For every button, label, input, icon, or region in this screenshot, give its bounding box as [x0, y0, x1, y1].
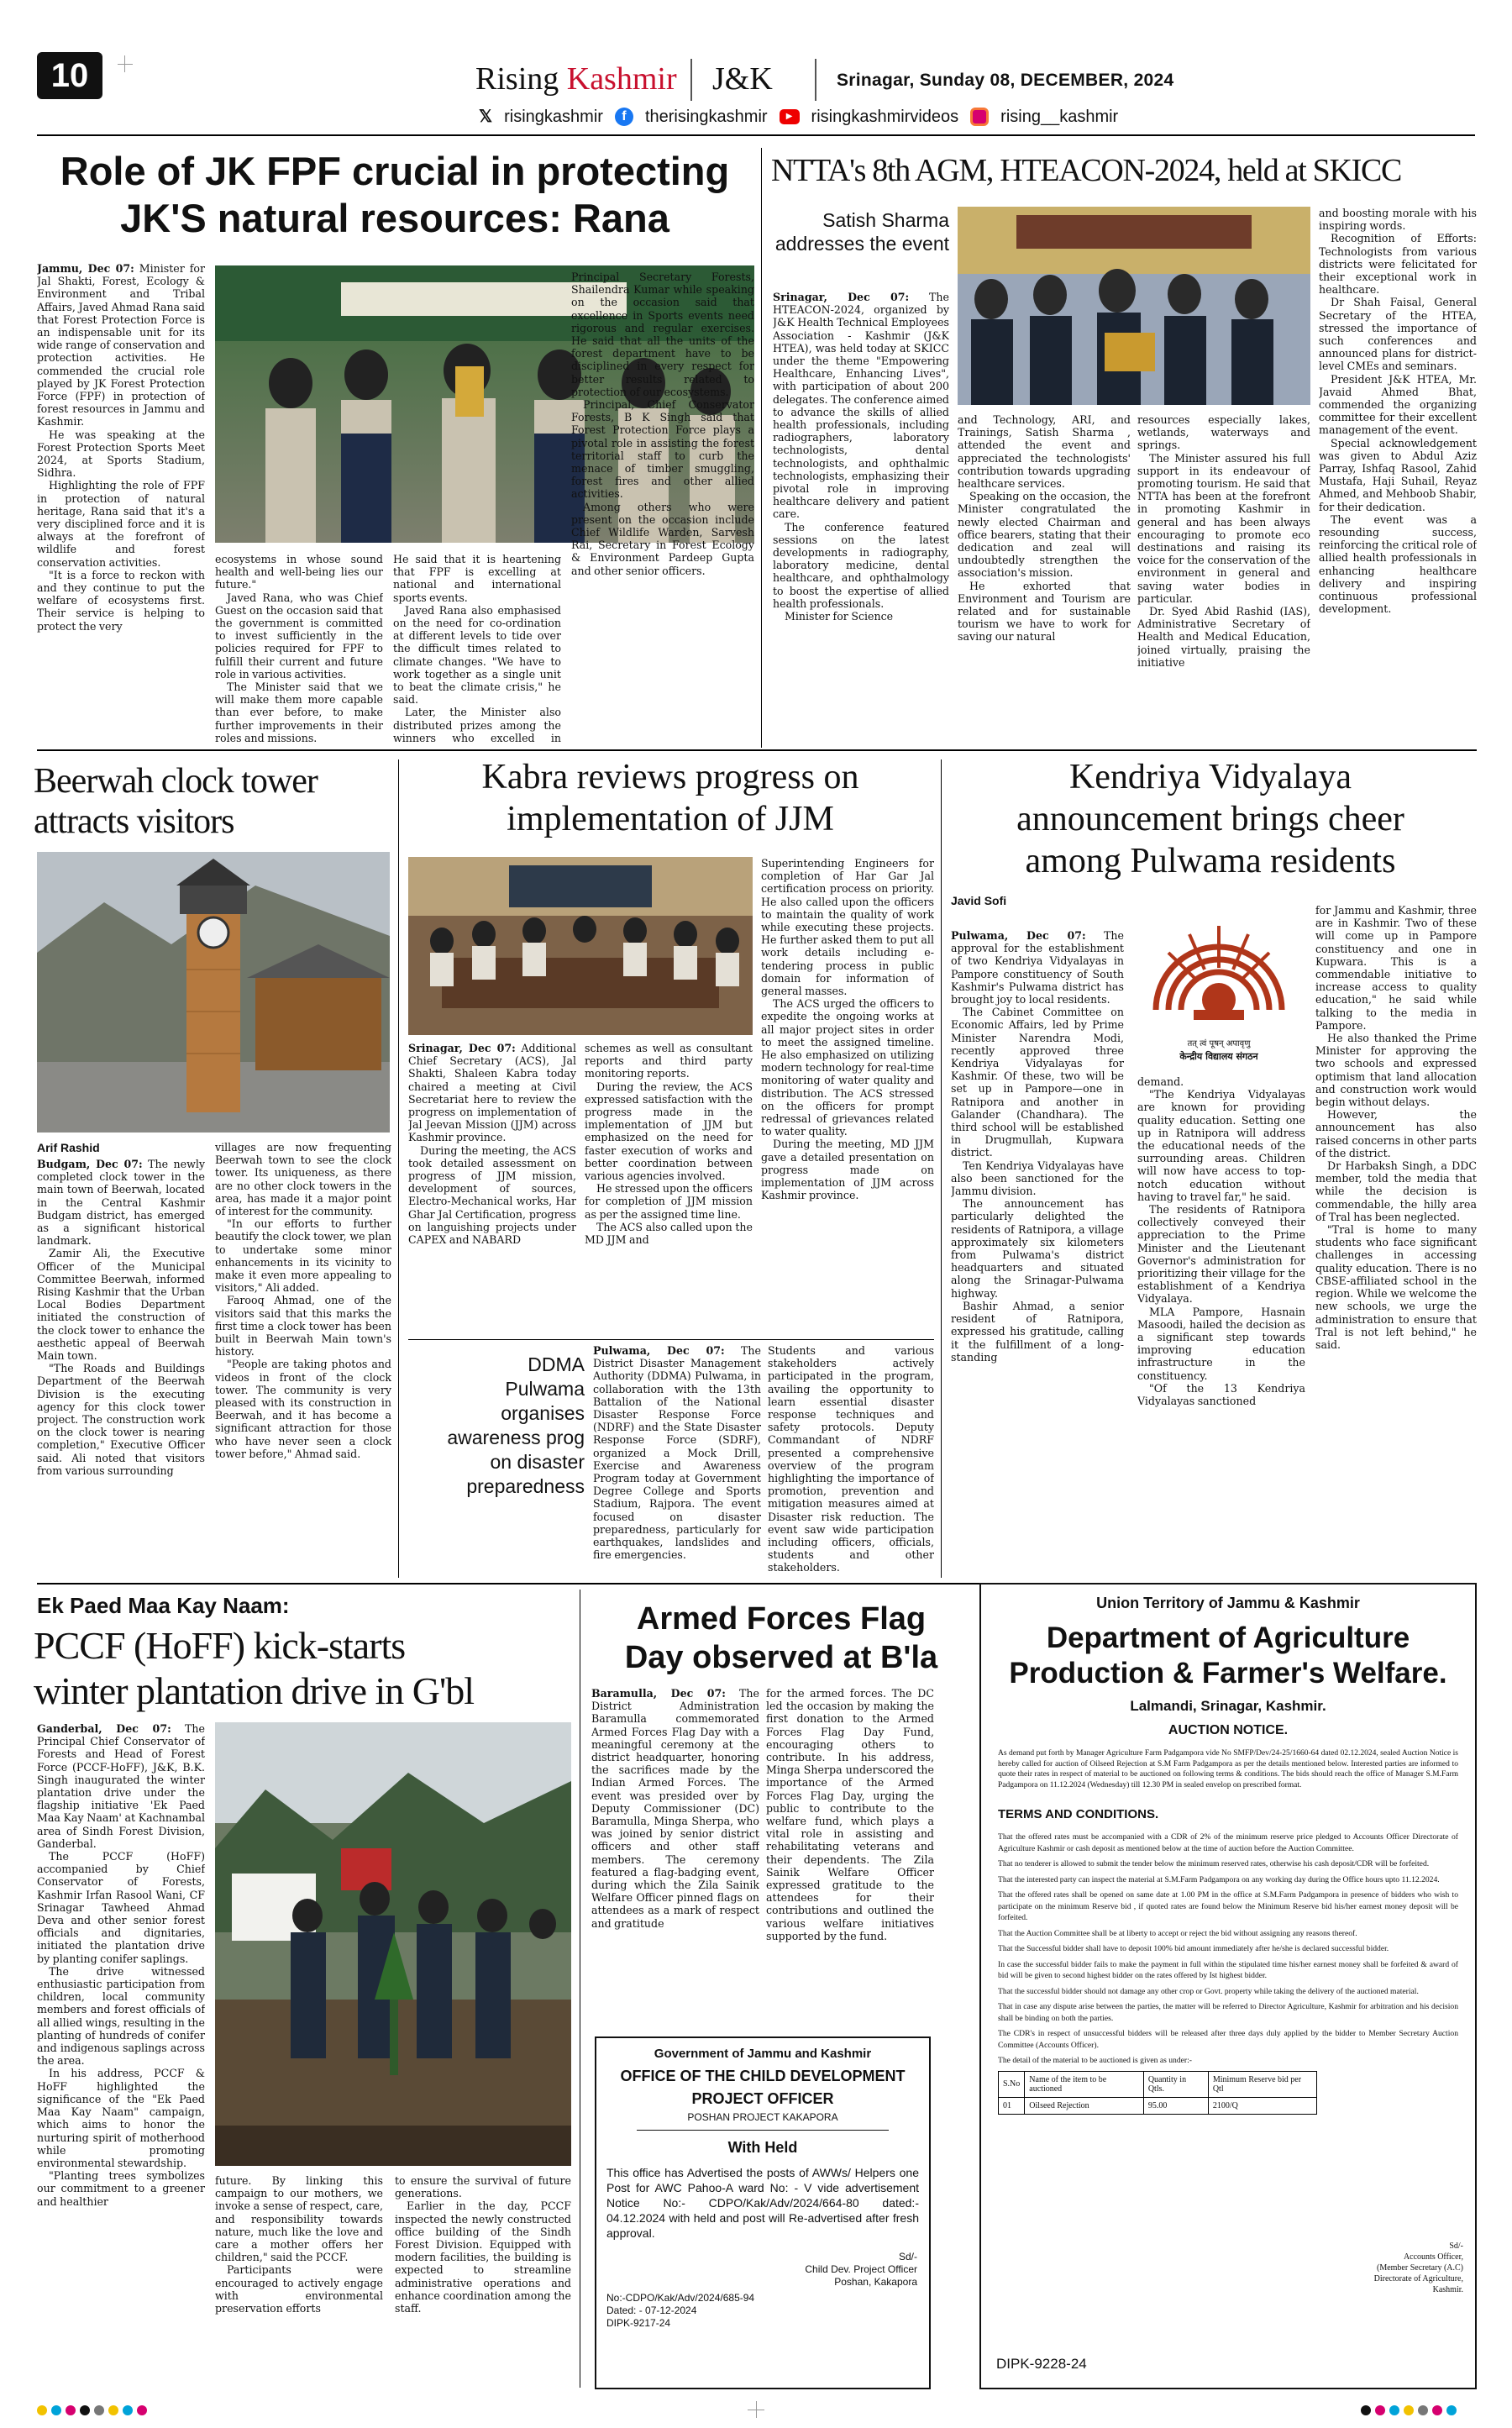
agri-term: That the Successful bidder shall have to deposit 100% bid amount immediately after he/she is declared successful bidder.	[998, 1944, 1389, 1953]
agri-term: That the offered rates must be accompanied with a CDR of 2% of the minimum reserve price pledged to Accounts Officer Directorate of Agriculture Kashmir or cash deposit as mentioned below at the time of auction before the Auction Committee.	[998, 1832, 1458, 1853]
brand-kashmir: Kashmir	[566, 61, 677, 97]
ntta-subhead: Satish Sharma addresses the event	[774, 209, 949, 255]
pccf-photo	[215, 1722, 571, 2166]
table-header: Name of the item to be auctioned	[1025, 2071, 1144, 2097]
divider-rule	[408, 1339, 934, 1340]
cdpo-govt: Government of Jammu and Kashmir	[654, 2047, 872, 2061]
ntta-photo	[958, 207, 1310, 405]
agri-term: That the Auction Committee shall be at liberty to accept or reject the bid without assigning any reasons thereof.	[998, 1928, 1357, 1938]
masthead-divider	[815, 59, 816, 101]
social-handle: rising__kashmir	[1000, 108, 1119, 126]
crop-mark	[118, 64, 133, 65]
agri-term: That the offered rates shall be opened on same date at 1.00 PM in the office at S.M.Farm Padgampora in presence of bidders who wish to participate on the minimum Reserve bid , if quoted rates are found below the Minimum Reserve bid his/her earnest money deposit will be forfeited.	[998, 1890, 1458, 1922]
pccf-headline: PCCF (HoFF) kick-starts winter plantation drive in G'bl	[34, 1624, 475, 1712]
masthead-brand	[475, 60, 677, 97]
fpf-headline: Role of JK FPF crucial in protecting JK'S natural resources: Rana	[60, 149, 730, 240]
table-cell: 2100/Q	[1208, 2097, 1316, 2114]
brand-rising: Rising	[475, 61, 559, 97]
date-line: Srinagar, Sunday 08, DECEMBER, 2024	[837, 71, 1174, 90]
kabra-headline: Kabra reviews progress on implementation of JJM	[481, 758, 859, 838]
facebook-icon: f	[615, 108, 633, 126]
agri-ut: Union Territory of Jammu & Kashmir	[1096, 1595, 1360, 1611]
table-cell: 01	[999, 2097, 1025, 2114]
ntta-column-3: resources especially lakes, wetlands, waterways and springs. The Minister assured his full support in its endeavour of promoting tourism. He said that NTTA has been at the forefront in promoting Kashmir in general and has been always encouraging to promote eco destinations and raising its voice for the conservation of the environment in general and saving water bodies in particular. Dr. Syed Abid Rashid (IAS), Administrative Secretary of Health and Medical Education, joined virtually, praising the initiative	[1137, 413, 1310, 669]
kv-logo-text: केन्द्रीय विद्यालय संगठन	[1179, 1051, 1258, 1062]
kabra-column-3: Superintending Engineers for completion of Har Gar Jal certification process on priority. He also called upon the officers to maintain the quality of work while executing these projects. He further asked them to put all work details including e-tendering process in public domain for information of general masses. The ACS urged the officers to expedite the ongoing works at all major project sites in order to meet the assigned timeline. He also emphasized on utilizing modern technology for real-time monitoring of water quality and distribution. The ACS stressed on the officers for prompt redressal of grievances related to water quality. During the meeting, MD JJM gave a detailed presentation on progress made on implementation of JJM across Kashmir province.	[761, 857, 934, 1202]
agri-terms-title: TERMS AND CONDITIONS.	[998, 1807, 1159, 1821]
social-handle: risingkashmir	[504, 108, 603, 126]
section-name: J&K	[712, 61, 773, 97]
print-color-bar-right	[1361, 2403, 1461, 2419]
cdpo-divider	[637, 2130, 889, 2131]
fpf-column-3: He said that it is heartening that FPF is excelling at national and international sports events. Javed Rana also emphasised on the need for co-ordination at different levels to tide over the difficult times related to climate changes. "We have to work together as a single unit to beat the climate crisis," he said. Later, the Minister also distributed prizes among the winners who excelled in	[393, 553, 561, 744]
social-handle: therisingkashmir	[644, 108, 768, 126]
fpf-column-2: ecosystems in whose sound health and well-being lies our future." Javed Rana, who was Chief Guest on the occasion said that the government is committed to invest sufficiently in the policies required for FPF to fulfill their current and future role in various activities. The Minister said that we will make them more capable than ever before, to make further improvements in their roles and missions.	[215, 553, 383, 744]
agri-auction-ad	[979, 1583, 1477, 2389]
x-icon: 𝕏	[479, 108, 493, 126]
pccf-column-3: to ensure the survival of future generations. Earlier in the day, PCCF inspected the newly constructed office building of the Sindh Forest Division. Equipped with modern facilities, the building is expected to streamline administrative operations and enhance coordination among the staff.	[395, 2174, 571, 2315]
youtube-icon: ▶	[780, 109, 800, 124]
section-rule	[37, 1583, 979, 1585]
cdpo-office-2: PROJECT OFFICER	[691, 2090, 834, 2107]
table-header: S.No	[999, 2071, 1025, 2097]
social-bar	[479, 106, 1118, 128]
flag-headline: Armed Forces Flag Day observed at B'la	[624, 1601, 938, 1675]
beerwah-byline: Arif Rashid	[37, 1141, 100, 1154]
beerwah-column-1: Budgam, Dec 07: The newly completed clock tower in the main town of Beerwah, located in the Central Kashmir Budgam district, has emerged as a significant historical landmark. Zamir Ali, the Executive Officer of the Municipal Committee Beerwah, informed Rising Kashmir that the Urban Local Bodies Department initiated the construction of the clock tower to enhance the aesthetic appeal of Beerwah Main town. "The Roads and Buildings Department of the Beerwah Division is the executing agency for this clock tower project. The construction work on the clock tower is nearing completion," Executive Officer said. Ali noted that visitors from various surrounding	[37, 1158, 205, 1477]
kabra-photo	[408, 857, 753, 1035]
kv-column-3: for Jammu and Kashmir, three are in Kashmir. Two of these will come up in Pampore constituency and one in Kupwara. This is a commendable initiative to increase access to quality education," he said while talking to the media in Pampore. He also thanked the Prime Minister for approving the two schools and expressed optimism that land allocation and construction work would begin without delays. However, the announcement has also raised concerns in other parts of the district. Dr Harbaksh Singh, a DDC member, told the media that while the decision is commendable, the hilly area of Tral has been neglected. "Tral is home to many students who face significant challenges in accessing quality education. There is no CBSE-affiliated school in the region. While we welcome the new schools, we urge the administration to ensure that Tral is not left behind," he said.	[1315, 904, 1477, 1351]
agri-term: In case the successful bidder fails to make the payment in full within the stipulated time his/her earnest money shall be forfeited & award of bid will be given to second highest bidder on the rates offered by Ist highest bidder.	[998, 1959, 1458, 1980]
ntta-column-2: and Technology, ARI, and Trainings, Satish Sharma , attended the event and appreciated the technologists' contribution towards upgrading healthcare services. Speaking on the occasion, the Minister congratulated the newly elected Chairman and office bearers, stating that their dedication and zeal will undoubtedly strengthen the association's mission. He exhorted that Environment and Tourism are related and for sustainable tourism we have to work for saving our natural	[958, 413, 1131, 644]
kabra-column-2: schemes as well as consultant reports and third party monitoring reports. During the review, the ACS expressed satisfaction with the progress made in the implementation of JJM but emphasized on the need for faster execution of works and better coordination between various agencies involved. He stressed upon the officers for completion of JJM mission as per the assigned time line. The ACS also called upon the MD JJM and	[585, 1042, 753, 1247]
ddma-headline: DDMA Pulwama organises awareness prog on disaster preparedness	[447, 1353, 585, 1497]
beerwah-photo	[37, 852, 390, 1133]
cdpo-office: OFFICE OF THE CHILD DEVELOPMENT	[620, 2068, 906, 2084]
kv-logo-motto: तत् त्वं पूषन् अपावृणु	[1187, 1039, 1251, 1048]
instagram-icon	[970, 108, 989, 126]
kv-column-1: Pulwama, Dec 07: The approval for the establishment of two Kendriya Vidyalayas in Pampore constituency of South Kashmir's Pulwama district has brought joy to local residents. The Cabinet Committee on Economic Affairs, led by Prime Minister Narendra Modi, recently approved three Kendriya Vidyalayas for Kashmir. Of these, two will be set up in Pampore—one in Ratnipora and another in Galander (Chandhara). The third school will be established in Drugmullah, Kupwara district. Ten Kendriya Vidyalayas have also been sanctioned for the Jammu division. The announcement has particularly delighted the residents of Ratnipora, a village approximately six kilometers from Pulwama's district headquarters and situated along the Srinagar-Pulwama highway. Bashir Ahmad, a senior resident of Ratnipora, expressed his gratitude, calling it the fulfillment of a long-standing	[951, 929, 1124, 1364]
pccf-kicker: Ek Paed Maa Kay Naam:	[37, 1593, 290, 1618]
kv-logo	[1131, 909, 1307, 1069]
agri-place: Lalmandi, Srinagar, Kashmir.	[1130, 1698, 1326, 1714]
kabra-column-1: Srinagar, Dec 07: Additional Chief Secretary (ACS), Jal Shakti, Shaleen Kabra today chaired a meeting at Civil Secretariat here to review the progress on implementation of Jal Jeevan Mission (JJM) across Kashmir province. During the meeting, the ACS took detailed assessment on progress of JJM mission, development of sources, Electro-Mechanical works, Har Ghar Jal Certification, progress on languishing projects under CAPEX and NABARD	[408, 1042, 576, 1247]
kv-headline: Kendriya Vidyalaya announcement brings cheer among Pulwama residents	[1016, 758, 1404, 880]
agri-notice: AUCTION NOTICE.	[1168, 1723, 1289, 1737]
cdpo-ref: No:-CDPO/Kak/Adv/2024/685-94 Dated: - 07-12-2024 DIPK-9217-24	[606, 2292, 755, 2329]
ntta-headline: NTTA's 8th AGM, HTEACON-2024, held at SKICC	[771, 153, 1402, 188]
kv-byline: Javid Sofi	[951, 894, 1007, 907]
column-rule	[941, 759, 942, 1578]
table-header: Quantity in Qtls.	[1143, 2071, 1208, 2097]
agri-term: The CDR's in respect of unsuccessful bidders will be released after three days duly applied by the bidder to Member Secretary Auction Committee (Accounts Officer).	[998, 2029, 1458, 2050]
flag-column-2: for the armed forces. The DC led the occasion by making the first donation to the Armed Forces Flag Day Fund, encouraging others to contribute. In his address, Minga Sherpa underscored the importance of the Armed Forces Flag Day, urging the public to contribute to the welfare fund, which plays a vital role in assisting and rehabilitating veterans and their dependents. The Zila Sainik Welfare Officer expressed gratitude to the attendees for their contributions and outlined the various welfare initiatives supported by the fund.	[766, 1687, 934, 1942]
pccf-column-1: Ganderbal, Dec 07: The Principal Chief Conservator of Forests and Head of Forest Force (PCCF-HoFF), J&K, B.K. Singh inaugurated the winter plantation drive under the flagship initiative 'Ek Paed Maa Kay Naam' at Kachnambal area of Sindh Forest Division, Ganderbal. The PCCF (HoFF) accompanied by Chief Conservator of Forests, Kashmir Irfan Rasool Wani, CF Srinagar Tawheed Ahmad Deva and other senior forest officials and dignitaries, initiated the plantation drive by planting conifer saplings. The drive witnessed enthusiastic participation from children, local community members and forest officials of all allied wings, resulting in the planting of hundreds of conifer and indigenous saplings across the area. In his address, PCCF & HoFF highlighted the significance of the "Ek Paed Maa Kay Naam" campaign, which aims to honor the nurturing spirit of motherhood while promoting environmental stewardship. "Planting trees symbolizes our commitment to a greener and healthier	[37, 1722, 205, 2208]
agri-term: That no tenderer is allowed to submit the tender below the minimum reserved rates, otherwise his cash deposit/CDR will be forfeited.	[998, 1859, 1430, 1868]
cdpo-sign: Sd/- Child Dev. Project Officer Poshan, Kakapora	[805, 2251, 917, 2288]
agri-title: Department of Agriculture Production & Farmer's Welfare.	[1009, 1621, 1447, 1690]
ntta-column-4: and boosting morale with his inspiring words. Recognition of Efforts: Technologists from various districts were felicitated for their exceptional work in healthcare. Dr Shah Faisal, General Secretary of the HTEA, stressed the importance of such conferences and announced plans for district-level CMEs and seminars. President J&K HTEA, Mr. Javaid Ahmed Bhat, commended the organizing committee for their excellent management of the event. Special acknowledgement was given to Abdul Aziz Parray, Ishfaq Rasool, Zahid Mustafa, Haji Suhail, Reyaz Ahmed, and Mehboob Shabir, for their dedication. The event was a resounding success, reinforcing the critical role of allied health professionals in enhancing healthcare delivery and inspiring continuous professional development.	[1319, 207, 1477, 616]
agri-term: That the interested party can inspect the material at S.M.Farm Padgampora on any working day during the Office hours upto 11.12.2024.	[998, 1874, 1440, 1884]
ntta-column-1: Srinagar, Dec 07: The HTEACON-2024, organized by J&K Health Technical Employees Association - Kashmir (J&K HTEA), was held today at SKICC under the theme "Empowering Healthcare, Enhancing Lives", with participation of about 200 delegates. The conference aimed to advance the skills of allied health professionals, including radiographers, laboratory technologists, dental technologists, and ophthalmic technologists, emphasizing their pivotal role in improving healthcare delivery and patient care. The conference featured sessions on the latest developments in radiography, laboratory medicine, dental healthcare, and ophthalmology to boost the expertise of allied health professionals. Minister for Science	[773, 291, 949, 623]
ddma-column-2: Students and various stakeholders actively participated in the program, availing the opportunity to learn essential disaster response techniques and safety protocols. Deputy Commandant of NDRF presented a comprehensive overview of the program highlighting the importance of promotion, prevention and mitigation measures aimed at Disaster risk reduction. The event saw wide participation including officers, officials, students and other stakeholders.	[768, 1344, 934, 1574]
agri-term: The detail of the material to be auctioned is given as under:-	[998, 2056, 1192, 2065]
beerwah-headline: Beerwah clock tower attracts visitors	[34, 762, 318, 841]
social-handle: risingkashmirvideos	[811, 108, 959, 126]
column-rule	[398, 759, 399, 1578]
table-row	[999, 2097, 1317, 2114]
fpf-column-4: Principal Secretary Forests, Shailendra Kumar while speaking on the occasion said that excellence in Sports events need rigorous and regular exercises. He said that all the units of the forest department have to be disciplined in every respect for better results related to protection of our ecosystems. Principal, Chief Conservator Forests, B K Singh said that Forest Protection Force plays a pivotal role in assisting the forest territorial staff to curb the menace of timber smuggling, forest fires and other allied activities. Among others who were present on the occasion include Chief Wildlife Warden, Sarvesh Rai, Secretary in Forest Ecology & Environment Pardeep Gupta and other senior officers.	[571, 271, 754, 577]
agri-sign: Sd/- Accounts Officer, (Member Secretary (A.C) Directorate of Agriculture, Kashmir.	[1373, 2241, 1463, 2294]
agri-dipk: DIPK-9228-24	[996, 2356, 1087, 2372]
fpf-column-1: Jammu, Dec 07: Minister for Jal Shakti, Forest, Ecology & Environment and Tribal Affairs, Javed Ahmad Rana said that Forest Protection Force is an indispensable unit for its wide range of conservation and protection activities. He commended the crucial role played by JK Forest Protection Force (FPF) in protection of forest resources in Jammu and Kashmir. He was speaking at the Forest Protection Sports Meet 2024, at Sports Stadium, Sidhra. Highlighting the role of FPF in protection of natural heritage, Rana said that it's a very disciplined force and it is always at the forefront of wildlife and forest conservation activities. "It is a force to reckon with and they continue to put the welfare of ecosystems first. Their service is helping to protect the very	[37, 262, 205, 633]
table-header-row	[999, 2071, 1317, 2097]
masthead-rule	[37, 134, 1475, 136]
agri-terms	[998, 1832, 1458, 2067]
agri-auction-table	[998, 2071, 1317, 2115]
kv-column-2: demand. "The Kendriya Vidyalayas are known for providing quality education. Setting one up in Ratnipora will address the educational needs of the surrounding areas. Children will now have access to top-notch education without having to travel far," he said. The residents of Ratnipora collectively conveyed their appreciation to the Prime Minister and the Lieutenant Governor's administration for prioritizing their village for the establishment of a Kendriya Vidyalaya. MLA Pampore, Hasnain Masoodi, hailed the decision as a significant step towards improving education infrastructure in the constituency. "Of the 13 Kendriya Vidyalayas sanctioned	[1137, 1075, 1305, 1408]
agri-term: That in case any dispute arise between the parties, the matter will be referred to Director Agriculture, Kashmir for arbitration and his decision shall be binding on both the parties.	[998, 2002, 1458, 2023]
table-cell: Oilseed Rejection	[1025, 2097, 1144, 2114]
pccf-column-2: future. By linking this campaign to our mothers, we invoke a sense of respect, care, and responsibility towards nature, much like the love and care a mother offers her children," said the PCCF. Participants were encouraged to actively engage with environmental preservation efforts	[215, 2174, 383, 2315]
print-color-bar-left	[37, 2403, 151, 2419]
cdpo-ad	[595, 2036, 931, 2389]
masthead-divider	[690, 59, 692, 101]
cdpo-subtitle: With Held	[727, 2139, 798, 2156]
kvs-emblem-icon	[1131, 909, 1307, 1035]
section-rule	[37, 749, 1477, 751]
flag-column-1: Baramulla, Dec 07: The District Administration Baramulla commemorated Armed Forces Flag Day with a meaningful ceremony at the district headquarter, honoring the sacrifices made by the Indian Armed Forces. The event was presided over by Deputy Commissioner (DC) Baramulla, Minga Sherpa, who was joined by senior district officers and other staff members. The ceremony featured a flag-badging event, during which the Zila Sainik Welfare Officer pinned flags on attendees as a mark of respect and gratitude	[591, 1687, 759, 1930]
cdpo-project: POSHAN PROJECT KAKAPORA	[687, 2111, 838, 2123]
agri-term: That the successful bidder should not damage any other crop or Govt. property while taking the delivery of the auctioned material.	[998, 1986, 1419, 1996]
column-rule	[761, 148, 762, 748]
cdpo-body: This office has Advertised the posts of AWWs/ Helpers one Post for AWC Pahoo-A ward No: - V vide advertisement Notice No:- CDPO/Kak/Adv/2024/664-80 dated:- 04.12.2024 with held and post will Re-advertised after fresh approval.	[606, 2166, 919, 2240]
page-number: 10	[37, 52, 102, 99]
ddma-column-1: Pulwama, Dec 07: The District Disaster Management Authority (DDMA) Pulwama, in collaboration with the 13th Battalion of the National Disaster Response Force (NDRF) and the State Disaster Response Force (SDRF), organized a Mock Drill, Exercise and Awareness Program today at Government Degree College and Sports Stadium, Rajpora. The event focused on disaster preparedness, particularly for earthquakes, landslides and fire emergencies.	[593, 1344, 761, 1562]
beerwah-column-2: villages are now frequenting Beerwah town to see the clock tower. Its uniqueness, as there are no other clock towers in the area, has made it a major point of interest for the community. "In our efforts to further beautify the clock tower, we plan to undertake some minor enhancements in its vicinity to make it even more appealing to visitors," Ali added. Farooq Ahmad, one of the visitors said that this marks the first time a clock tower has been built in Beerwah Main town's history. "People are taking photos and videos in front of the clock tower. The community is very pleased with its construction in Beerwah, and it has become a significant attraction for those who have never seen a clock tower before," Ahmad said.	[215, 1141, 391, 1460]
table-cell: 95.00	[1143, 2097, 1208, 2114]
table-header: Minimum Reserve bid per Qtl	[1208, 2071, 1316, 2097]
agri-intro: As demand put forth by Manager Agriculture Farm Padgampora vide No SMFP/Dev/24-25/1660-64 dated 02.12.2024, sealed Auction Notice is hereby called for auction of Oilseed Rejection at S.M Farm Padgampora as per the details mentioned below. Interested parties are informed to quote their rates in respect of material to be auctioned on following terms & conditions. The bids should reach the office of Manager S.M.Farm Padgampora on 11.12.2024 (Wednesday) till 12.30 PM in sealed envelop on prescribed format.	[998, 1749, 1458, 1789]
